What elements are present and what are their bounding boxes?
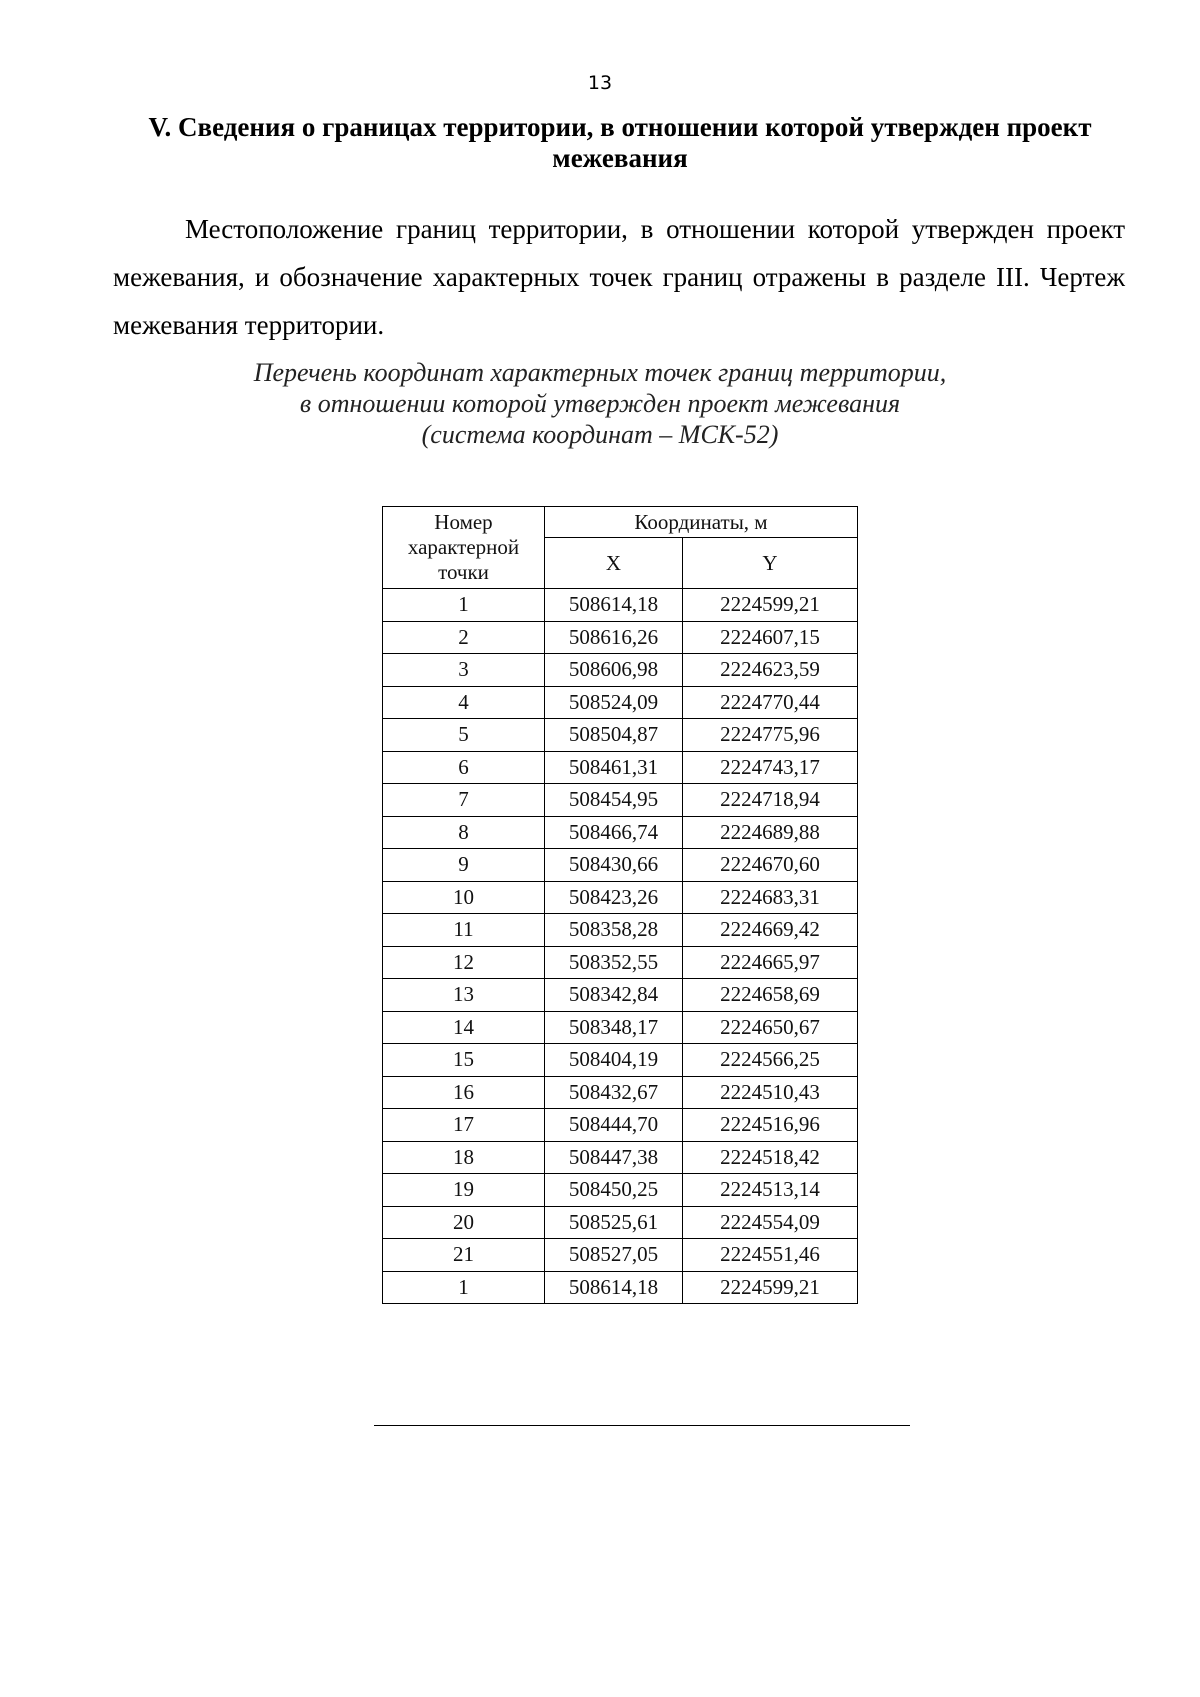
table-row	[383, 1044, 858, 1077]
table-row	[383, 946, 858, 979]
table-row	[383, 1271, 858, 1304]
table-row	[383, 1239, 858, 1272]
table-row	[383, 1206, 858, 1239]
page-number: 13	[587, 72, 613, 94]
header-point-number: Номер характерной точки	[383, 507, 545, 589]
x-coordinate-cell: 508450,25	[545, 1174, 683, 1207]
point-number-cell: 1	[383, 1271, 545, 1304]
table-row	[383, 979, 858, 1012]
table-caption-line: (система координат – МСК-52)	[421, 420, 779, 449]
point-number-cell: 3	[383, 654, 545, 687]
x-coordinate-cell: 508358,28	[545, 914, 683, 947]
x-coordinate-cell: 508444,70	[545, 1109, 683, 1142]
x-coordinate-cell: 508606,98	[545, 654, 683, 687]
y-coordinate-cell: 2224775,96	[683, 719, 858, 752]
x-coordinate-cell: 508423,26	[545, 881, 683, 914]
point-number-cell: 5	[383, 719, 545, 752]
x-coordinate-cell: 508352,55	[545, 946, 683, 979]
header-x: X	[545, 538, 683, 589]
table-row	[383, 784, 858, 817]
y-coordinate-cell: 2224743,17	[683, 751, 858, 784]
coordinates-table	[382, 506, 858, 1304]
x-coordinate-cell: 508342,84	[545, 979, 683, 1012]
point-number-cell: 2	[383, 621, 545, 654]
x-coordinate-cell: 508430,66	[545, 849, 683, 882]
x-coordinate-cell: 508524,09	[545, 686, 683, 719]
y-coordinate-cell: 2224623,59	[683, 654, 858, 687]
y-coordinate-cell: 2224650,67	[683, 1011, 858, 1044]
table-row	[383, 1174, 858, 1207]
table-row	[383, 1109, 858, 1142]
y-coordinate-cell: 2224718,94	[683, 784, 858, 817]
table-row	[383, 1141, 858, 1174]
table-body	[383, 589, 858, 1304]
point-number-cell: 18	[383, 1141, 545, 1174]
point-number-cell: 6	[383, 751, 545, 784]
x-coordinate-cell: 508454,95	[545, 784, 683, 817]
y-coordinate-cell: 2224599,21	[683, 1271, 858, 1304]
point-number-cell: 8	[383, 816, 545, 849]
x-coordinate-cell: 508525,61	[545, 1206, 683, 1239]
x-coordinate-cell: 508461,31	[545, 751, 683, 784]
y-coordinate-cell: 2224554,09	[683, 1206, 858, 1239]
x-coordinate-cell: 508616,26	[545, 621, 683, 654]
y-coordinate-cell: 2224689,88	[683, 816, 858, 849]
end-divider	[374, 1425, 910, 1426]
table-row	[383, 849, 858, 882]
header-y: Y	[683, 538, 858, 589]
y-coordinate-cell: 2224599,21	[683, 589, 858, 622]
y-coordinate-cell: 2224510,43	[683, 1076, 858, 1109]
point-number-cell: 1	[383, 589, 545, 622]
point-number-cell: 13	[383, 979, 545, 1012]
x-coordinate-cell: 508466,74	[545, 816, 683, 849]
y-coordinate-cell: 2224566,25	[683, 1044, 858, 1077]
y-coordinate-cell: 2224518,42	[683, 1141, 858, 1174]
table-row	[383, 751, 858, 784]
table-row	[383, 914, 858, 947]
x-coordinate-cell: 508447,38	[545, 1141, 683, 1174]
table-caption-line: Перечень координат характерных точек границ территории,	[253, 358, 947, 387]
point-number-cell: 10	[383, 881, 545, 914]
table-row	[383, 686, 858, 719]
table-row	[383, 1076, 858, 1109]
point-number-cell: 12	[383, 946, 545, 979]
x-coordinate-cell: 508348,17	[545, 1011, 683, 1044]
y-coordinate-cell: 2224683,31	[683, 881, 858, 914]
point-number-cell: 15	[383, 1044, 545, 1077]
point-number-cell: 21	[383, 1239, 545, 1272]
point-number-cell: 14	[383, 1011, 545, 1044]
y-coordinate-cell: 2224665,97	[683, 946, 858, 979]
point-number-cell: 20	[383, 1206, 545, 1239]
point-number-cell: 4	[383, 686, 545, 719]
point-number-cell: 16	[383, 1076, 545, 1109]
point-number-cell: 7	[383, 784, 545, 817]
y-coordinate-cell: 2224669,42	[683, 914, 858, 947]
table-row	[383, 1011, 858, 1044]
x-coordinate-cell: 508404,19	[545, 1044, 683, 1077]
y-coordinate-cell: 2224513,14	[683, 1174, 858, 1207]
section-title: V. Сведения о границах территории, в отношении которой утвержден проект межевания	[148, 112, 1092, 173]
y-coordinate-cell: 2224607,15	[683, 621, 858, 654]
table-row	[383, 881, 858, 914]
table-row	[383, 589, 858, 622]
table-row	[383, 816, 858, 849]
y-coordinate-cell: 2224770,44	[683, 686, 858, 719]
header-coordinates: Координаты, м	[545, 507, 858, 538]
y-coordinate-cell: 2224670,60	[683, 849, 858, 882]
table-row	[383, 654, 858, 687]
point-number-cell: 19	[383, 1174, 545, 1207]
y-coordinate-cell: 2224551,46	[683, 1239, 858, 1272]
table-caption-line: в отношении которой утвержден проект межевания	[299, 389, 901, 418]
body-paragraph: Местоположение границ территории, в отношении которой утвержден проект межевания, и обозначение характерных точек границ отражены в разделе III. Чертеж межевания территории.	[113, 214, 1125, 340]
y-coordinate-cell: 2224516,96	[683, 1109, 858, 1142]
x-coordinate-cell: 508614,18	[545, 1271, 683, 1304]
table-caption	[180, 357, 1020, 450]
x-coordinate-cell: 508527,05	[545, 1239, 683, 1272]
point-number-cell: 11	[383, 914, 545, 947]
x-coordinate-cell: 508614,18	[545, 589, 683, 622]
x-coordinate-cell: 508504,87	[545, 719, 683, 752]
table-row	[383, 621, 858, 654]
point-number-cell: 9	[383, 849, 545, 882]
x-coordinate-cell: 508432,67	[545, 1076, 683, 1109]
y-coordinate-cell: 2224658,69	[683, 979, 858, 1012]
point-number-cell: 17	[383, 1109, 545, 1142]
table-row	[383, 719, 858, 752]
